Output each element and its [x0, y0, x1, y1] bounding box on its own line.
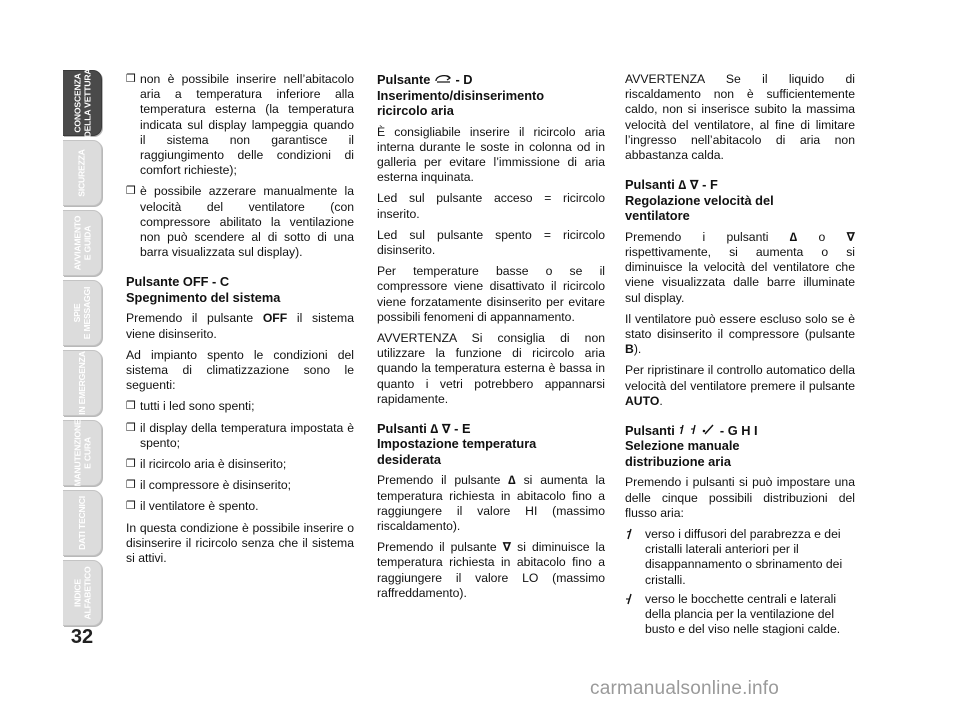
- tab-label: SICUREZZA: [77, 149, 87, 197]
- checkbox-bullet-icon: ❒: [126, 479, 136, 492]
- heading-text: - D: [451, 72, 473, 87]
- heading-line: ricircolo aria: [377, 103, 454, 118]
- paragraph: [377, 540, 605, 601]
- text: Premendo il pulsante: [377, 540, 503, 555]
- column-1: [126, 72, 354, 572]
- checkbox-bullet-icon: ❒: [126, 458, 136, 471]
- list-item: [126, 421, 354, 451]
- paragraph: [625, 312, 855, 358]
- tab-manutenzione-e-cura[interactable]: [63, 420, 102, 486]
- up-triangle-icon: ∆: [508, 473, 516, 488]
- text: Premendo il pulsante: [377, 473, 509, 488]
- heading-line: Impostazione temperatura: [377, 436, 537, 452]
- windscreen-airflow-icon: [625, 527, 635, 545]
- tab-label: DELLA VETTURA: [82, 68, 93, 138]
- section-heading-off: [126, 274, 354, 305]
- paragraph: Led sul pulsante spento = ricircolo disinserito.: [377, 227, 605, 257]
- section-heading-temperatura: [377, 421, 605, 468]
- section-heading-ricircolo: [377, 72, 605, 119]
- watermark: carmanualsonline.info: [590, 678, 780, 699]
- text: il sistema viene disinserito.: [126, 311, 354, 341]
- list-item-text: è possibile azzerare manualmente la velocità del ventilatore (con compressore abilitato la ventilazione non può scendere al di sotto di una barra visualizzata sul display).: [140, 184, 354, 260]
- tab-in-emergenza[interactable]: [63, 350, 102, 416]
- tab-label: E GUIDA: [82, 225, 93, 261]
- list-item-text: verso le bocchette centrali e laterali della plancia per la ventilazione del busto e del viso nelle stagioni calde.: [645, 591, 841, 637]
- paragraph: [377, 473, 605, 534]
- tab-label: E MESSAGGI: [82, 286, 92, 340]
- heading-line: Pulsante OFF - C: [126, 274, 230, 290]
- checkbox-bullet-icon: ❒: [126, 73, 136, 85]
- face-airflow-icon: [625, 592, 635, 610]
- tab-avviamento-e-guida[interactable]: [63, 210, 102, 276]
- list-item: [126, 457, 354, 472]
- tab-label: DATI TECNICI: [77, 496, 87, 550]
- tab-indice-alfabetico[interactable]: [63, 560, 102, 626]
- down-triangle-icon: ∇: [846, 229, 855, 244]
- checkbox-bullet-icon: ❒: [126, 500, 136, 513]
- heading-line: Spegnimento del sistema: [126, 289, 281, 305]
- tab-label: CONOSCENZA: [72, 73, 83, 133]
- tab-conoscenza-della-vettura[interactable]: [63, 70, 102, 136]
- warning-paragraph: AVVERTENZA Se il liquido di riscaldamento non è sufficientemente caldo, non si inserisce subito la massima velocità del ventilatore, al fine di limitare l’ingresso nell’abitacolo di aria non abbastanza calda.: [625, 72, 855, 163]
- text: si diminuisce la temperatura richiesta in abitacolo fino a raggiungere il valore LO (massimo raffreddamento).: [377, 540, 605, 600]
- list-item-text: non è possibile inserire nell’abitacolo aria a temperatura inferiore alla temperatura esterna (la temperatura indicata sul display lampeggia quando il sistema non garantisce il raggiungimento delle condizioni di comfort richieste);: [140, 72, 354, 178]
- text: Premendo i pulsanti: [625, 229, 790, 244]
- list-item-text: tutti i led sono spenti;: [140, 399, 255, 414]
- list-item-text: il ricircolo aria è disinserito;: [140, 457, 287, 472]
- button-name: OFF: [262, 311, 288, 326]
- paragraph: [126, 311, 354, 341]
- button-name: AUTO: [625, 393, 660, 408]
- text: Premendo il pulsante: [126, 311, 263, 326]
- list-item-text: il display della temperatura impostata è spento;: [140, 420, 354, 450]
- list-item: [126, 72, 354, 178]
- heading-text: Pulsanti: [625, 422, 679, 438]
- up-triangle-icon: ∆: [789, 229, 798, 244]
- list-item-text: il ventilatore è spento.: [140, 499, 259, 514]
- tab-sicurezza[interactable]: [63, 140, 102, 206]
- text: o: [797, 229, 847, 244]
- column-2: [377, 72, 605, 607]
- heading-line: Pulsanti ∆ ∇ - E: [377, 420, 471, 436]
- column-3: [625, 72, 855, 641]
- tab-label: INDICE: [72, 579, 82, 607]
- text: .: [659, 393, 663, 408]
- list-item-text: il compressore è disinserito;: [140, 478, 292, 493]
- button-name: B: [625, 342, 634, 357]
- paragraph: Per temperature basse o se il compressore viene disattivato il ricircolo viene forzatamente disinserito per evitare possibili fenomeni di appannamento.: [377, 264, 605, 324]
- down-triangle-icon: ∇: [502, 540, 512, 555]
- tab-label: E CURA: [82, 437, 93, 469]
- list-item: [126, 184, 354, 260]
- heading-line: ventilatore: [625, 208, 690, 224]
- tab-label: ALFABETICO: [82, 566, 92, 620]
- warning-paragraph: AVVERTENZA Si consiglia di non utilizzare la funzione di ricircolo aria quando la temperatura esterna è bassa in quanto i vetri potrebbero appannarsi rapidamente.: [377, 330, 605, 406]
- tab-label: MANUTENZIONE: [72, 419, 83, 487]
- text: si aumenta la temperatura richiesta in abitacolo fino a raggiungere il valore HI (massimo riscaldamento).: [377, 473, 605, 534]
- list-item: [126, 399, 354, 414]
- heading-line: Regolazione velocità del: [625, 192, 774, 208]
- heading-line: Inserimento/disinserimento: [377, 87, 545, 103]
- paragraph: Premendo i pulsanti si può impostare una delle cinque possibili distribuzioni del flusso aria:: [625, 475, 855, 520]
- paragraph: Ad impianto spento le condizioni del sistema di climatizzazione sono le seguenti:: [126, 347, 354, 393]
- text: ).: [633, 342, 642, 357]
- text: Per ripristinare il controllo automatico della velocità del ventilatore premere il pulsante: [625, 363, 855, 393]
- heading-line: Pulsanti ∆ ∇ - F: [625, 177, 718, 193]
- paragraph: [625, 363, 855, 409]
- checkbox-bullet-icon: ❒: [126, 421, 136, 434]
- heading-line: distribuzione aria: [625, 453, 731, 469]
- air-distribution-icons: [678, 423, 716, 438]
- page-number: 32: [70, 626, 94, 648]
- tab-label: AVVIAMENTO: [72, 215, 83, 271]
- paragraph: È consigliabile inserire il ricircolo aria interna durante le soste in colonna od in galleria per evitare l’immissione di aria esterna inquinata.: [377, 124, 605, 185]
- paragraph: Led sul pulsante acceso = ricircolo inserito.: [377, 191, 605, 221]
- section-heading-ventilatore: [625, 177, 855, 224]
- section-heading-distribuzione: [625, 423, 855, 470]
- tab-spie-e-messaggi[interactable]: [63, 280, 102, 346]
- list-item-text: verso i diffusori del parabrezza e dei cristalli laterali anteriori per il disappannamento o sbrinamento dei cristalli.: [645, 527, 843, 587]
- text: rispettivamente, si aumenta o si diminuisce la velocità del ventilatore che viene visualizzata dalle barre illuminate sul display.: [625, 244, 855, 305]
- paragraph: [625, 230, 855, 306]
- list-item: [126, 478, 354, 493]
- list-item: [625, 592, 855, 638]
- tab-label: IN EMERGENZA: [77, 351, 87, 415]
- heading-line: desiderata: [377, 451, 442, 467]
- checkbox-bullet-icon: ❒: [126, 185, 136, 198]
- recirculation-icon: [434, 72, 452, 87]
- text: Il ventilatore può essere escluso solo se è stato disinserito il compressore (pulsante: [625, 311, 855, 341]
- list-item: [625, 527, 855, 588]
- list-item: [126, 499, 354, 514]
- heading-text: - G H I: [716, 422, 758, 438]
- checkbox-bullet-icon: ❒: [126, 400, 136, 413]
- heading-line: Selezione manuale: [625, 438, 740, 454]
- tab-label: SPIE: [72, 303, 82, 323]
- tab-dati-tecnici[interactable]: [63, 490, 102, 556]
- paragraph: In questa condizione è possibile inserire o disinserire il ricircolo senza che il sistema si attivi.: [126, 520, 354, 566]
- heading-text: Pulsante: [377, 72, 434, 87]
